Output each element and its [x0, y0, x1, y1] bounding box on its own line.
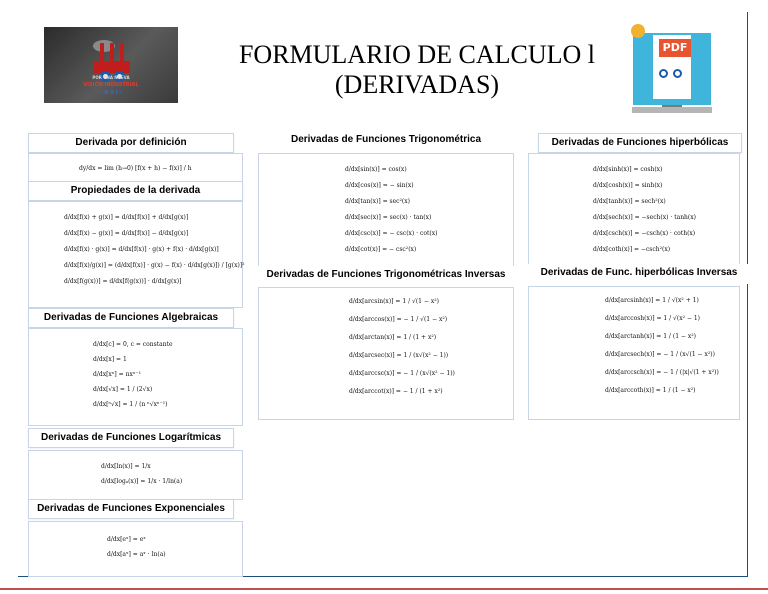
formula-line: d/dx[arctan(x)] = 1 / (1 + x²)	[349, 334, 437, 341]
logo-text-line1: POR UNA NUEVA	[92, 75, 130, 80]
formula-list	[101, 463, 182, 485]
gear-icon	[673, 69, 682, 78]
section-header-hiper-inversas: Derivadas de Func. hiperbólicas Inversas	[528, 264, 750, 284]
formula-line: d/dx[sec(x)] = sec(x) · tan(x)	[345, 214, 432, 221]
formula-line: d/dx[arccsch(x)] = − 1 / (|x|√(1 + x²))	[605, 369, 719, 376]
section-box-hiper-inversas	[528, 286, 740, 420]
section-header-trig-inversas: Derivadas de Funciones Trigonométricas Inversas	[258, 266, 514, 286]
page-title	[232, 40, 602, 100]
formula-list	[345, 166, 437, 253]
formula-line: d/dx[f(x) + g(x)] = d/dx[f(x)] + d/dx[g(x)]	[64, 214, 189, 221]
formula-list	[64, 214, 245, 285]
formula-line: d/dx[arccoth(x)] = 1 / (1 − x²)	[605, 387, 696, 394]
formula-list	[93, 341, 173, 408]
formula-line: d/dx[ⁿ√x] = 1 / (n ⁿ√xⁿ⁻¹)	[93, 401, 168, 408]
formula-line: d/dx[cosh(x)] = sinh(x)	[593, 182, 663, 189]
formula-line: d/dx[arcsinh(x)] = 1 / √(x² + 1)	[605, 297, 699, 304]
bottom-rule	[0, 588, 768, 590]
monitor-icon	[633, 33, 711, 105]
seal-icon	[631, 24, 645, 38]
formula-line: d/dx[sin(x)] = cos(x)	[345, 166, 407, 173]
formula-line: d/dx[sinh(x)] = cosh(x)	[593, 166, 663, 173]
section-header-hiperbolicas: Derivadas de Funciones hiperbólicas	[538, 133, 742, 153]
pdf-badge: PDF	[659, 39, 691, 57]
formula-list	[107, 536, 166, 558]
formula-line: d/dx[tan(x)] = sec²(x)	[345, 198, 410, 205]
formula-line: d/dx[x] = 1	[93, 356, 127, 363]
formula-line: d/dx[xⁿ] = nxⁿ⁻¹	[93, 371, 142, 378]
formula-line: d/dx[arcsin(x)] = 1 / √(1 − x²)	[349, 298, 439, 305]
formula-line: d/dx[arcsech(x)] = − 1 / (x√(1 − x²))	[605, 351, 715, 358]
formula-line: d/dx[cos(x)] = − sin(x)	[345, 182, 414, 189]
document-icon	[653, 35, 691, 99]
formula-line: d/dx[csc(x)] = − csc(x) · cot(x)	[345, 230, 438, 237]
section-header-logaritmicas: Derivadas de Funciones Logarítmicas	[28, 428, 234, 448]
section-box-trigonometricas	[258, 153, 514, 269]
pdf-logo	[632, 25, 712, 119]
formula-list	[593, 166, 696, 253]
formula-line: d/dx[arccot(x)] = − 1 / (1 + x²)	[349, 388, 443, 395]
formula-line: d/dx[c] = 0, c = constante	[93, 341, 173, 348]
monitor-base	[632, 107, 712, 113]
formula-line: d/dx[√x] = 1 / (2√x)	[93, 386, 153, 393]
formula-line: d/dx[ln(x)] = 1/x	[101, 463, 151, 470]
formula-line: d/dx[arccos(x)] = − 1 / √(1 − x²)	[349, 316, 448, 323]
section-header-algebraicas: Derivadas de Funciones Algebraicas	[28, 308, 234, 328]
formula-list	[605, 297, 719, 394]
section-box-trig-inversas	[258, 287, 514, 420]
section-header-propiedades: Propiedades de la derivada	[28, 181, 243, 201]
formula-line: d/dx[cot(x)] = − csc²(x)	[345, 246, 417, 253]
section-box-algebraicas	[28, 328, 243, 426]
formula-line: d/dx[arccsc(x)] = − 1 / (x√(x² − 1))	[349, 370, 455, 377]
formula-line: d/dx[arccosh(x)] = 1 / √(x² − 1)	[605, 315, 701, 322]
formula-line: d/dx[arctanh(x)] = 1 / (1 − x²)	[605, 333, 696, 340]
title-line2: (DERIVADAS)	[334, 70, 500, 99]
formula-line: d/dx[f(x)/g(x)] = (d/dx[f(x)] · g(x) − f(x) · d/dx[g(x)]) / [g(x)]²	[64, 262, 245, 269]
formula-line: d/dx[f(x) · g(x)] = d/dx[f(x)] · g(x) + f(x) · d/dx[g(x)]	[64, 246, 219, 253]
formula-line: d/dx[sech(x)] = −sech(x) · tanh(x)	[593, 214, 696, 221]
formula-line: dy/dx = lim (h→0) [f(x + h) − f(x)] / h	[79, 165, 192, 172]
formula-line: d/dx[aˣ] = aˣ · ln(a)	[107, 551, 166, 558]
section-box-propiedades	[28, 201, 243, 308]
formula-line: d/dx[f(g(x))] = d/dx[f(g(x))] · d/dx[g(x)]	[64, 278, 182, 285]
formula-list	[349, 298, 455, 395]
logo-text-line2: VISIÓN INDUSTRIAL	[83, 82, 139, 88]
section-header-trigonometricas: Derivadas de Funciones Trigonométrica	[258, 131, 514, 151]
formula-line: d/dx[logₐ(x)] = 1/x · 1/ln(a)	[101, 478, 183, 485]
title-line1: FORMULARIO DE CALCULO l	[238, 40, 596, 69]
factory-shape	[94, 61, 130, 73]
gear-icon	[659, 69, 668, 78]
section-box-exponenciales	[28, 521, 243, 577]
logo-text-line3: - N V I -	[100, 90, 122, 96]
formula-line: d/dx[eˣ] = eˣ	[107, 536, 146, 543]
formula-line: d/dx[coth(x)] = −csch²(x)	[593, 246, 671, 253]
formula-line: d/dx[csch(x)] = −csch(x) · coth(x)	[593, 230, 696, 237]
section-header-definicion: Derivada por definición	[28, 133, 234, 153]
formula-line: d/dx[arcsec(x)] = 1 / (x√(x² − 1))	[349, 352, 449, 359]
formula-list	[79, 165, 192, 172]
formula-line: d/dx[f(x) − g(x)] = d/dx[f(x)] − d/dx[g(x)]	[64, 230, 189, 237]
section-box-logaritmicas	[28, 450, 243, 500]
section-header-exponenciales: Derivadas de Funciones Exponenciales	[28, 499, 234, 519]
formula-line: d/dx[tanh(x)] = sech²(x)	[593, 198, 666, 205]
section-box-hiperbolicas	[528, 153, 740, 267]
nvi-logo	[44, 27, 178, 103]
